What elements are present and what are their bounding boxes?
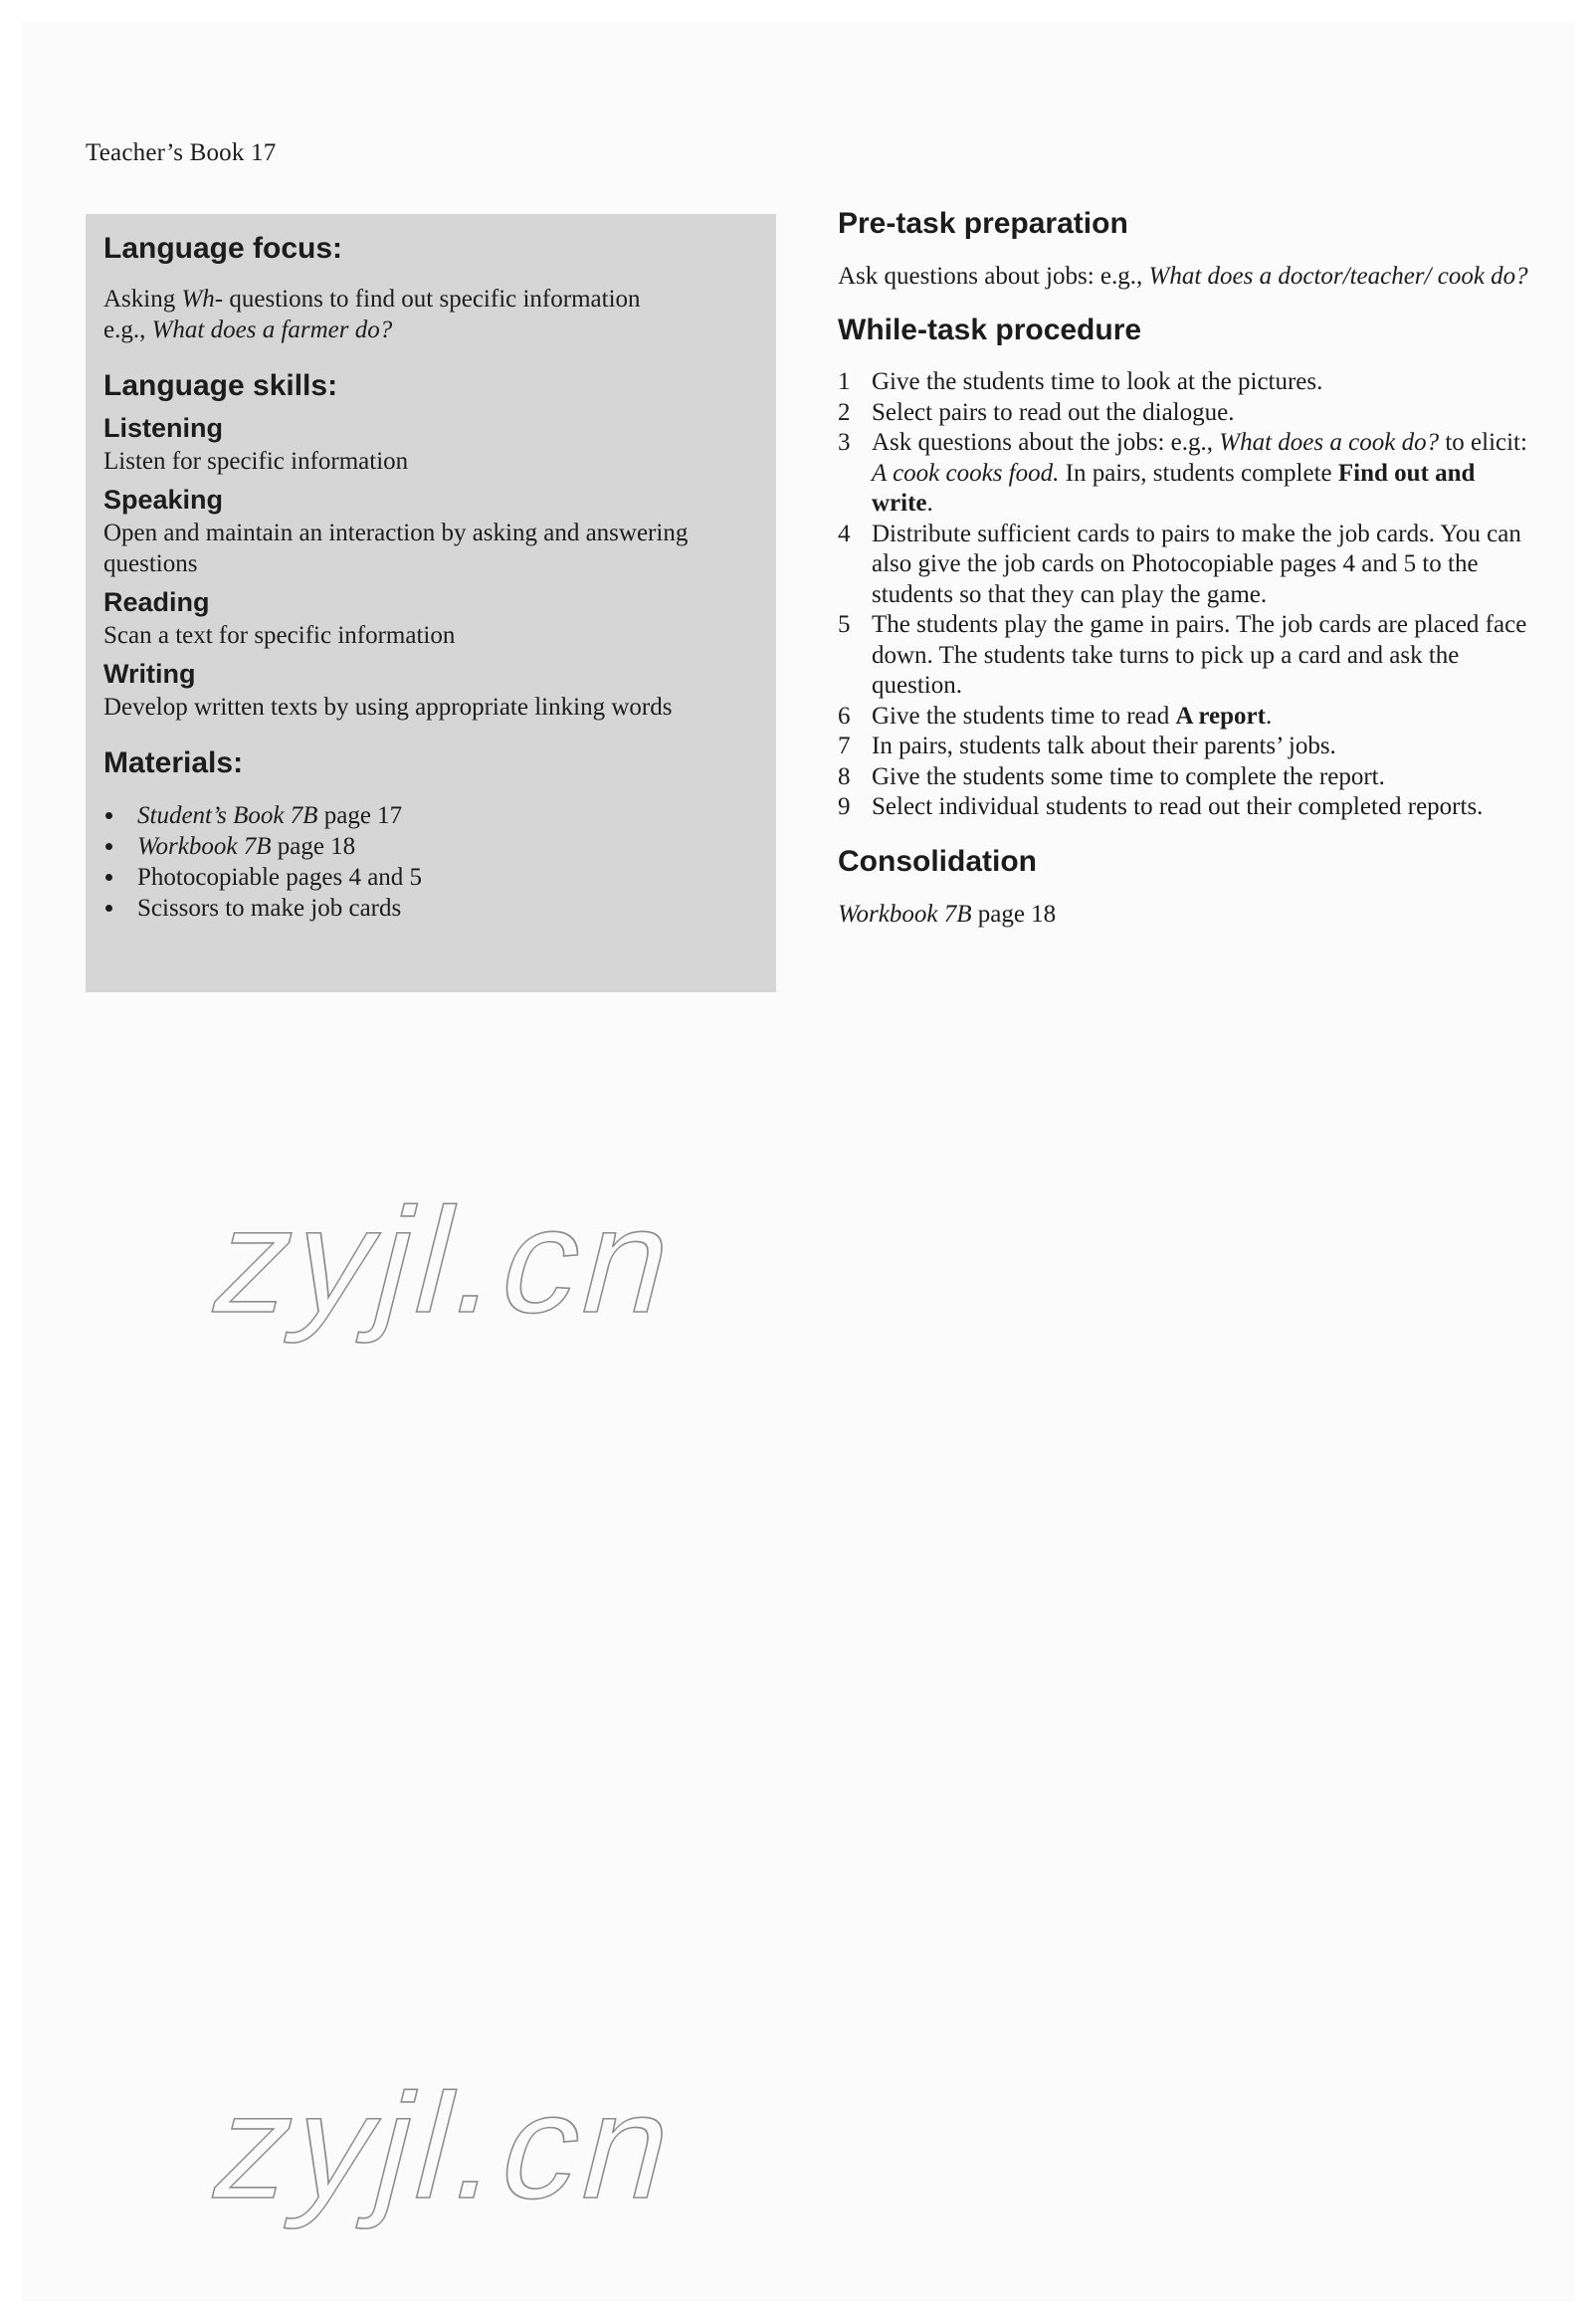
list-item [838, 398, 1534, 429]
speaking-text: Open and maintain an interaction by asking and answering questions [103, 520, 689, 577]
listening-heading: Listening [103, 413, 223, 443]
list-item [103, 831, 758, 862]
text-italic: Wh- [181, 286, 224, 313]
writing-heading: Writing [103, 659, 196, 689]
step-number: 9 [838, 793, 851, 820]
while-task-heading: While-task procedure [838, 314, 1142, 346]
bullet-icon [105, 843, 112, 850]
text-span: In pairs, students talk about their parents’ jobs. [872, 733, 1336, 759]
pre-task-text [838, 261, 1534, 292]
text-span: Give the students time to read [872, 702, 1176, 730]
text-span: page 17 [317, 802, 403, 829]
language-focus-section [103, 232, 758, 345]
text-span: Photocopiable pages 4 and 5 [137, 864, 423, 891]
step-number: 6 [838, 702, 851, 730]
pre-task-heading: Pre-task preparation [838, 207, 1128, 240]
consolidation-heading: Consolidation [838, 844, 1037, 878]
text-span: page 18 [971, 900, 1057, 928]
watermark: zyjl.cn [198, 2062, 697, 2229]
list-item [838, 520, 1534, 611]
list-item [838, 702, 1534, 733]
text-span: Select individual students to read out their completed reports. [872, 793, 1484, 820]
list-item [103, 862, 758, 893]
text-span: Give the students some time to complete the report. [872, 762, 1385, 790]
step-number: 5 [838, 611, 851, 638]
writing-text: Develop written texts by using appropriate linking words [103, 694, 673, 721]
step-number: 2 [838, 398, 851, 426]
language-skills-heading: Language skills: [103, 369, 338, 402]
reading-text: Scan a text for specific information [103, 622, 456, 649]
text-span: The students play the game in pairs. The job cards are placed face down. The students take turns to pick up a card and ask the question. [872, 611, 1527, 699]
list-item [103, 893, 758, 924]
text-span: Asking [103, 286, 182, 313]
text-span: . [926, 490, 933, 517]
bullet-icon [105, 812, 112, 819]
page-header: Teacher’s Book 17 [86, 139, 277, 166]
language-skills-section [103, 369, 758, 723]
text-span: e.g., [103, 316, 152, 343]
step-number: 8 [838, 762, 851, 790]
text-span: to elicit: [1439, 429, 1527, 456]
materials-section [103, 746, 758, 924]
text-italic: A cook cooks food. [872, 459, 1060, 487]
list-item [838, 367, 1534, 398]
text-italic: What does a farmer do? [151, 316, 393, 343]
listening-text: Listen for specific information [103, 448, 409, 475]
watermark: zyjl.cn [198, 1176, 697, 1344]
language-focus-text [103, 284, 758, 345]
consolidation-section [838, 845, 1534, 930]
text-span: Give the students time to look at the pictures. [872, 368, 1323, 395]
text-span: Ask questions about jobs: e.g., [838, 263, 1149, 290]
pre-task-section [838, 207, 1534, 292]
text-italic: Workbook 7B [137, 833, 272, 860]
text-bold: Find out and write [872, 459, 1476, 517]
language-focus-heading: Language focus: [103, 232, 343, 265]
text-italic: Student’s Book 7B [137, 802, 318, 829]
text-span: Ask questions about the jobs: e.g., [872, 429, 1220, 456]
list-item [838, 792, 1534, 823]
step-number: 7 [838, 733, 851, 759]
step-number: 1 [838, 368, 851, 395]
text-span: . [1265, 702, 1273, 730]
bullet-icon [105, 874, 112, 881]
list-item [103, 800, 758, 831]
procedure-column [838, 207, 1534, 951]
list-item [838, 732, 1534, 762]
procedure-steps [838, 367, 1534, 823]
materials-heading: Materials: [103, 746, 244, 779]
step-number: 3 [838, 429, 851, 456]
text-italic: What does a cook do? [1219, 429, 1440, 456]
text-bold: A report [1175, 702, 1266, 730]
reading-heading: Reading [103, 587, 210, 617]
text-span: Distribute sufficient cards to pairs to make the job cards. You can also give the job cards on Photocopiable pages 4 and 5 to the students so that they can play the game. [872, 520, 1521, 608]
text-italic: Workbook 7B [838, 900, 972, 928]
speaking-heading: Speaking [103, 485, 224, 515]
materials-list [103, 800, 758, 924]
text-italic: What does a doctor/teacher/ cook do? [1148, 263, 1528, 290]
list-item [838, 428, 1534, 520]
text-span: Select pairs to read out the dialogue. [872, 398, 1235, 426]
text-span: In pairs, students complete [1059, 459, 1338, 487]
list-item [838, 610, 1534, 702]
bullet-icon [105, 905, 112, 912]
text-span: page 18 [271, 833, 356, 860]
text-span: questions to find out specific information [223, 286, 641, 313]
while-task-section [838, 314, 1534, 823]
consolidation-text [838, 899, 1534, 930]
text-span: Scissors to make job cards [137, 895, 402, 922]
lesson-info-box [86, 214, 776, 992]
list-item [838, 762, 1534, 793]
step-number: 4 [838, 520, 851, 547]
